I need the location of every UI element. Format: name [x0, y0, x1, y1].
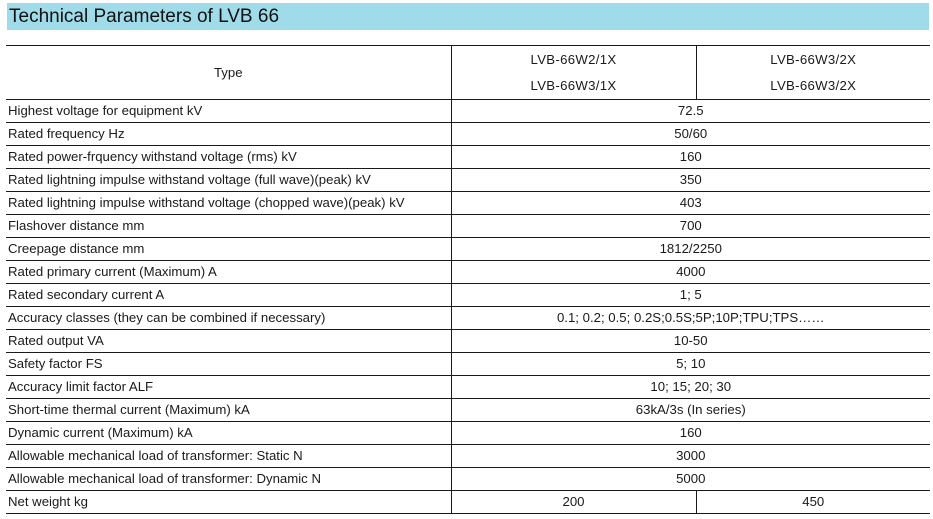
table-row	[6, 445, 930, 468]
table-row	[6, 284, 930, 307]
table-row	[6, 123, 930, 146]
table-row	[6, 100, 930, 123]
parameter-value: 50/60	[451, 123, 930, 146]
table-row	[6, 169, 930, 192]
parameter-name: Short-time thermal current (Maximum) kA	[6, 399, 451, 422]
table-row-net-weight	[6, 491, 930, 514]
title-bar	[7, 3, 929, 30]
table-row	[6, 261, 930, 284]
table-row	[6, 399, 930, 422]
parameter-name: Dynamic current (Maximum) kA	[6, 422, 451, 445]
table-row	[6, 215, 930, 238]
weight-value-column-1: 200	[451, 491, 696, 514]
model-name: LVB-66W3/1X	[530, 77, 617, 93]
parameter-name: Rated output VA	[6, 330, 451, 353]
parameter-name: Creepage distance mm	[6, 238, 451, 261]
parameter-name: Accuracy limit factor ALF	[6, 376, 451, 399]
table-row	[6, 238, 930, 261]
table-row	[6, 330, 930, 353]
parameter-name: Allowable mechanical load of transformer: Static N	[6, 445, 451, 468]
parameter-value: 10-50	[451, 330, 930, 353]
parameter-name: Flashover distance mm	[6, 215, 451, 238]
page-title: Technical Parameters of LVB 66	[9, 6, 280, 27]
parameter-name: Accuracy classes (they can be combined if necessary)	[6, 307, 451, 330]
parameter-name: Rated lightning impulse withstand voltage (full wave)(peak) kV	[6, 169, 451, 192]
parameter-name: Safety factor FS	[6, 353, 451, 376]
parameter-value: 10; 15; 20; 30	[451, 376, 930, 399]
table-row	[6, 353, 930, 376]
parameter-value: 72.5	[451, 100, 930, 123]
parameter-value: 0.1; 0.2; 0.5; 0.2S;0.5S;5P;10P;TPU;TPS……	[451, 307, 930, 330]
table-row	[6, 307, 930, 330]
parameter-value: 3000	[451, 445, 930, 468]
table-row	[6, 376, 930, 399]
parameter-name: Rated power-frquency withstand voltage (rms) kV	[6, 146, 451, 169]
table-header-row	[6, 46, 930, 100]
parameter-name: Allowable mechanical load of transformer: Dynamic N	[6, 468, 451, 491]
model-name: LVB-66W2/1X	[530, 51, 617, 67]
parameter-name: Rated secondary current A	[6, 284, 451, 307]
type-label: Type	[6, 46, 451, 100]
model-name: LVB-66W3/2X	[770, 77, 857, 93]
parameter-value: 403	[451, 192, 930, 215]
table-row	[6, 422, 930, 445]
parameter-value: 5; 10	[451, 353, 930, 376]
parameter-value: 1; 5	[451, 284, 930, 307]
parameter-name: Highest voltage for equipment kV	[6, 100, 451, 123]
parameter-name: Net weight kg	[6, 491, 451, 514]
parameter-name: Rated lightning impulse withstand voltage (chopped wave)(peak) kV	[6, 192, 451, 215]
parameter-name: Rated primary current (Maximum) A	[6, 261, 451, 284]
weight-value-column-2: 450	[696, 491, 930, 514]
model-column-1	[451, 46, 696, 100]
model-name: LVB-66W3/2X	[770, 51, 857, 67]
parameter-value: 4000	[451, 261, 930, 284]
parameter-value: 1812/2250	[451, 238, 930, 261]
parameter-value: 63kA/3s (In series)	[451, 399, 930, 422]
parameter-value: 700	[451, 215, 930, 238]
parameter-value: 350	[451, 169, 930, 192]
table-row	[6, 468, 930, 491]
table-row	[6, 192, 930, 215]
parameter-value: 5000	[451, 468, 930, 491]
model-column-2	[696, 46, 930, 100]
table-row	[6, 146, 930, 169]
technical-parameters-table	[6, 45, 930, 514]
parameter-name: Rated frequency Hz	[6, 123, 451, 146]
parameter-value: 160	[451, 146, 930, 169]
parameter-value: 160	[451, 422, 930, 445]
